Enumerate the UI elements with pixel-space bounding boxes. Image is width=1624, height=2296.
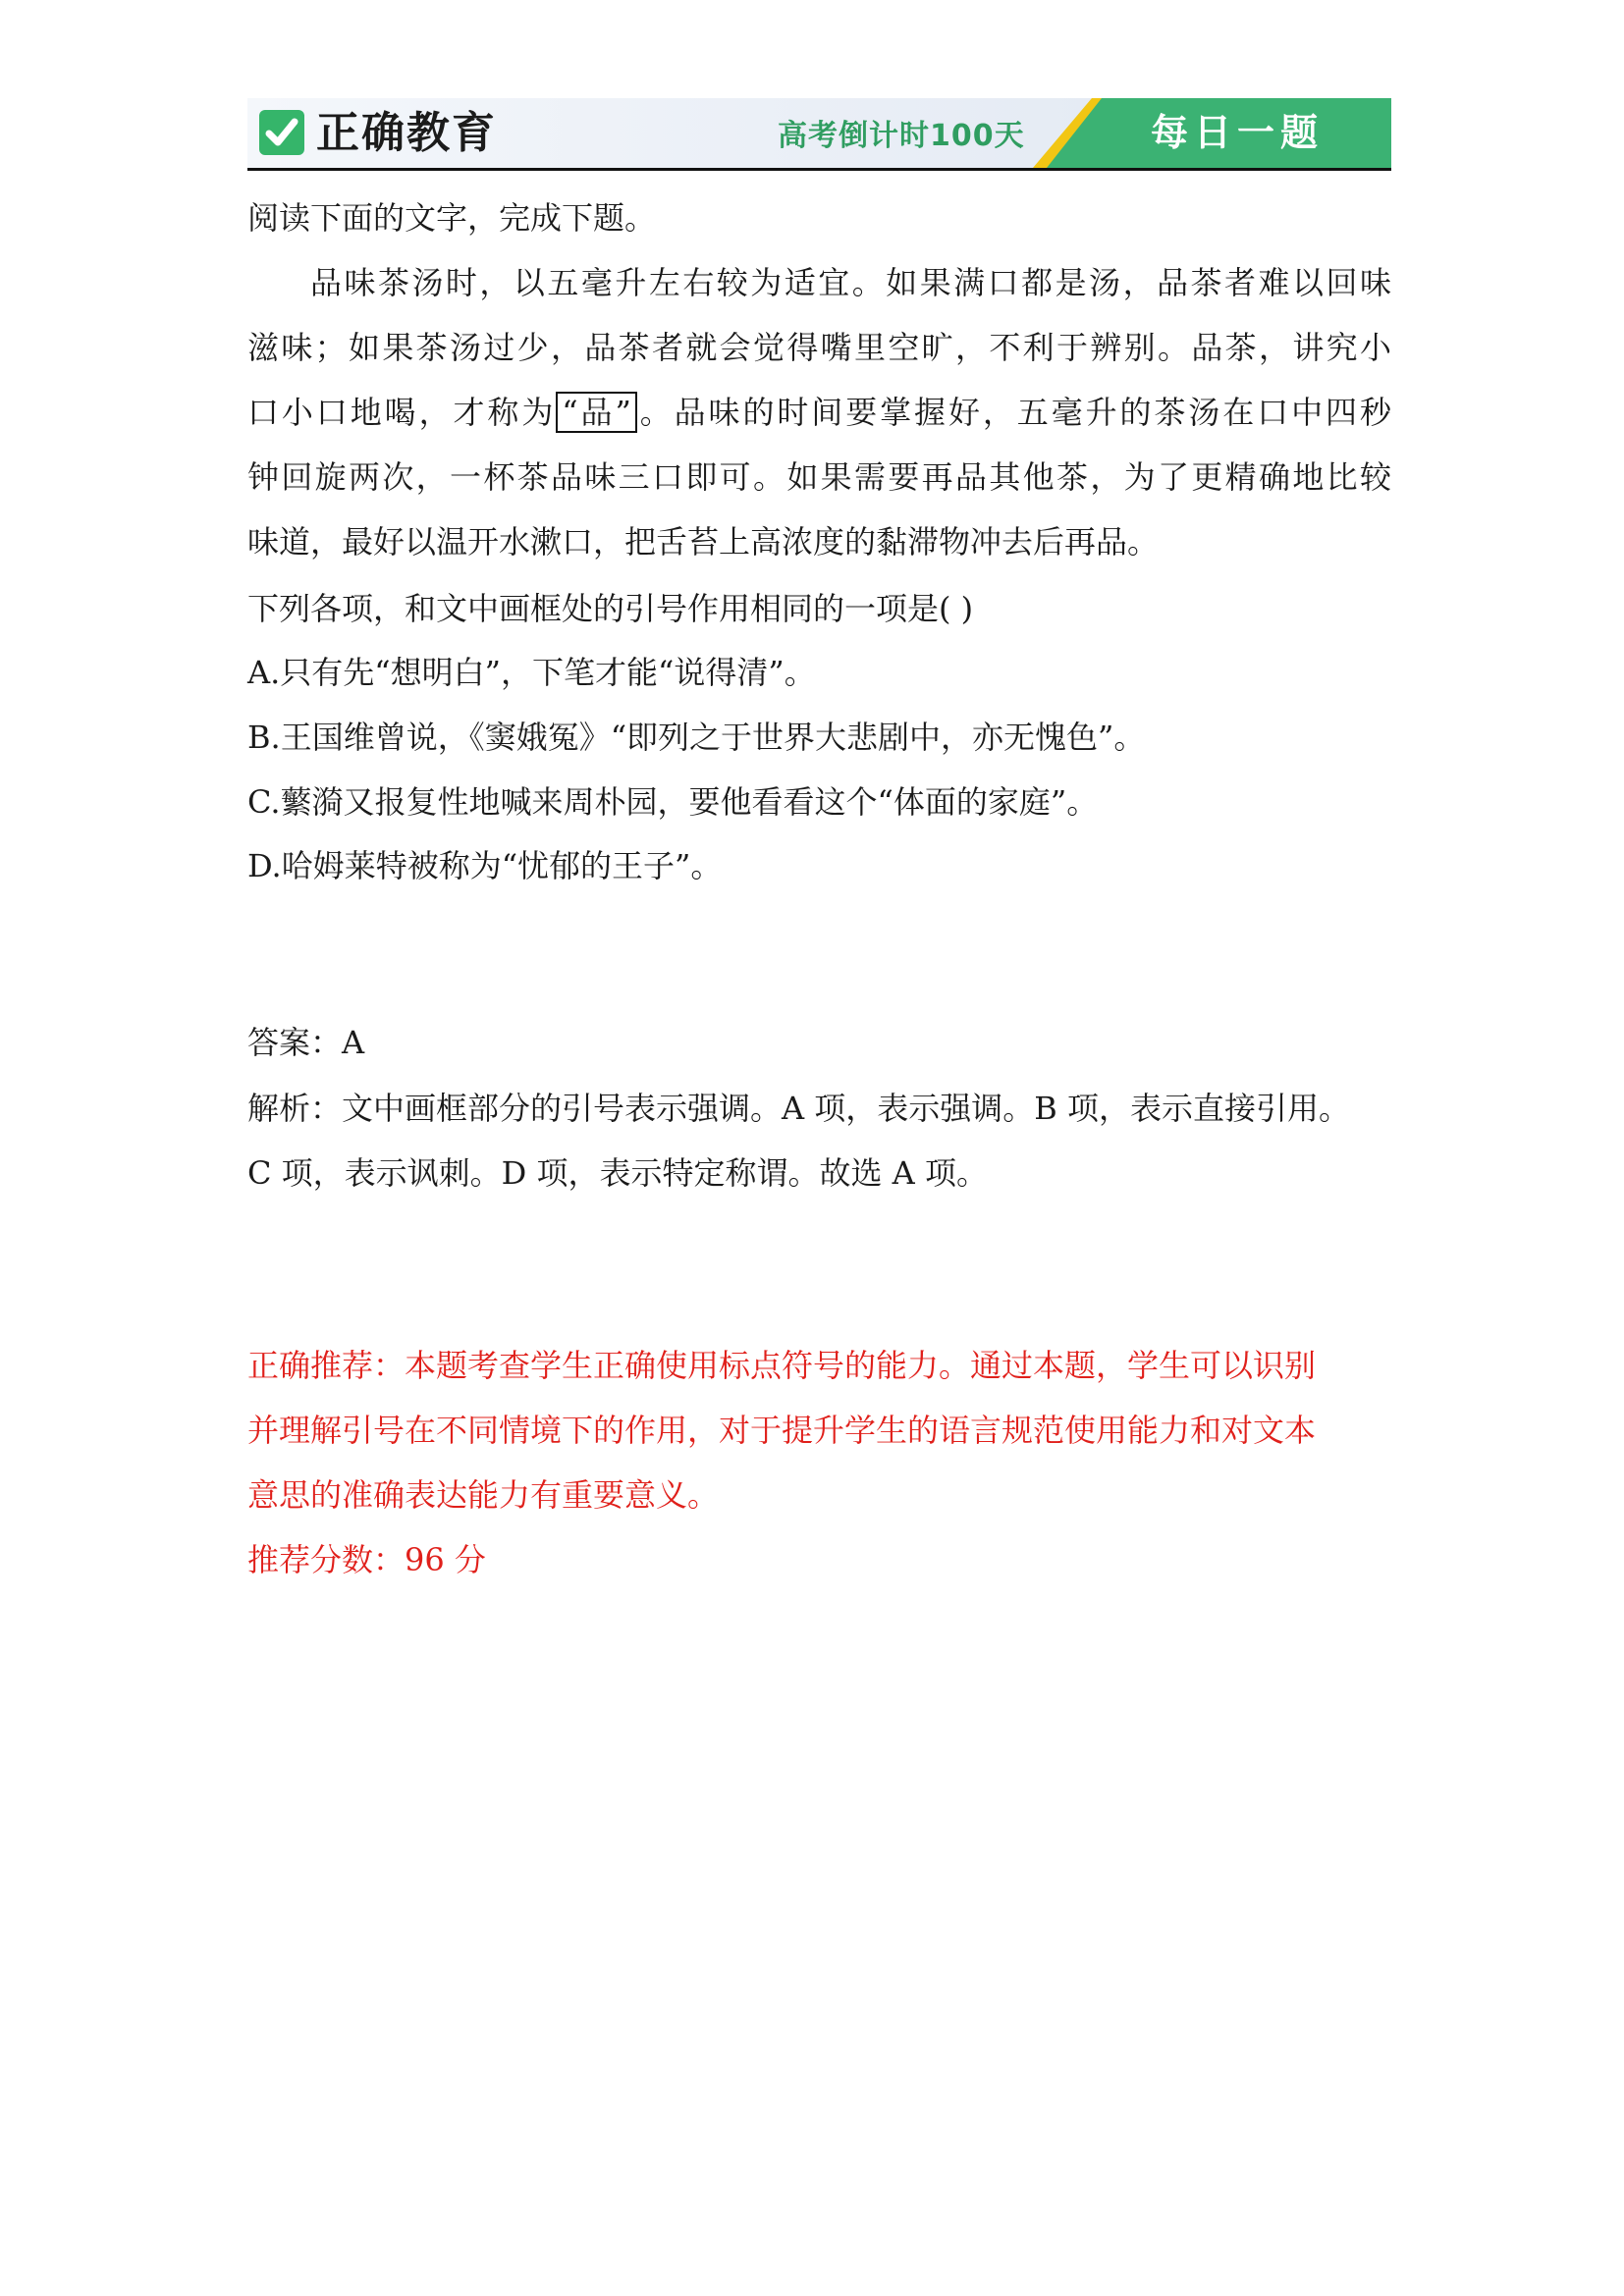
option-c: C.蘩漪又报复性地喊来周朴园，要他看看这个“体面的家庭”。 bbox=[247, 783, 1099, 821]
analysis bbox=[247, 1076, 1377, 1205]
countdown-label: 高考倒计时100天 bbox=[778, 119, 1025, 153]
answer: 答案：A bbox=[247, 1024, 365, 1061]
passage-line: 品味茶汤时，以五毫升左右较为适宜。如果满口都是汤，品茶者难以回味 bbox=[310, 264, 1391, 301]
daily-question-label: 每日一题 bbox=[1151, 111, 1325, 154]
analysis-line: C 项，表示讽刺。D 项，表示特定称谓。故选 A 项。 bbox=[247, 1154, 988, 1192]
passage-text: 。品味的时间要掌握好，五毫升的茶汤在口中四秒 bbox=[636, 394, 1391, 431]
recommendation-score: 推荐分数：96 分 bbox=[247, 1541, 486, 1578]
passage-line bbox=[247, 380, 1391, 445]
passage-line: 钟回旋两次，一杯茶品味三口即可。如果需要再品其他茶，为了更精确地比较 bbox=[247, 458, 1391, 496]
recommendation bbox=[247, 1333, 1377, 1592]
recommendation-line: 正确推荐：本题考查学生正确使用标点符号的能力。通过本题，学生可以识别 bbox=[247, 1347, 1317, 1384]
reading-passage bbox=[247, 250, 1391, 574]
option-a: A.只有先“想明白”，下笔才能“说得清”。 bbox=[247, 654, 816, 691]
check-icon bbox=[259, 110, 304, 155]
daily-question-tab bbox=[1033, 98, 1391, 168]
brand-name: 正确教育 bbox=[316, 108, 497, 158]
recommendation-line: 意思的准确表达能力有重要意义。 bbox=[247, 1476, 720, 1514]
header-divider bbox=[247, 168, 1391, 171]
option-b: B.王国维曾说，《窦娥冤》“即列之于世界大悲剧中，亦无愧色”。 bbox=[247, 719, 1146, 756]
boxed-quote: “品” bbox=[556, 392, 637, 433]
analysis-line: 解析：文中画框部分的引号表示强调。A 项，表示强调。B 项，表示直接引用。 bbox=[247, 1090, 1350, 1127]
recommendation-line: 并理解引号在不同情境下的作用，对于提升学生的语言规范使用能力和对文本 bbox=[247, 1412, 1317, 1449]
question-stem: 下列各项，和文中画框处的引号作用相同的一项是( ) bbox=[247, 590, 974, 627]
passage-line: 滋味；如果茶汤过少，品茶者就会觉得嘴里空旷，不利于辨别。品茶，讲究小 bbox=[247, 329, 1391, 366]
passage-line: 味道，最好以温开水漱口，把舌苔上高浓度的黏滞物冲去后再品。 bbox=[247, 523, 1160, 561]
passage-text: 口小口地喝，才称为 bbox=[247, 394, 557, 431]
option-d: D.哈姆莱特被称为“忧郁的王子”。 bbox=[247, 847, 723, 884]
instruction: 阅读下面的文字，完成下题。 bbox=[247, 199, 657, 237]
header-banner bbox=[247, 98, 1391, 169]
